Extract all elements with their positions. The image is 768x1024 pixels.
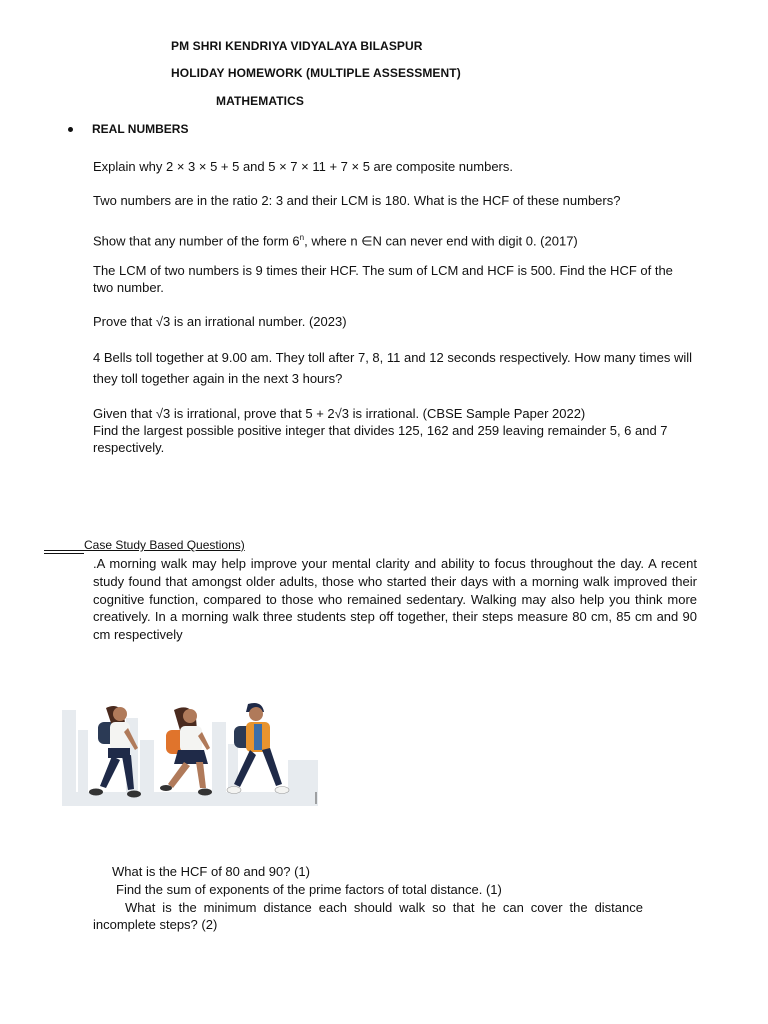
question-5: Prove that √3 is an irrational number. (2023)	[93, 314, 347, 329]
question-2: Two numbers are in the ratio 2: 3 and their LCM is 180. What is the HCF of these numbers?	[93, 193, 621, 208]
question-7: Given that √3 is irrational, prove that 5 + 2√3 is irrational. (CBSE Sample Paper 2022)	[93, 406, 586, 421]
case-study-paragraph	[93, 555, 697, 644]
question-4: The LCM of two numbers is 9 times their HCF. The sum of LCM and HCF is 500. Find the HCF of the two number.	[93, 263, 673, 295]
section-heading	[68, 122, 188, 136]
subject-title: MATHEMATICS	[216, 94, 304, 108]
case-study-title: Case Study Based Questions)	[84, 538, 245, 552]
question-3-text-b: , where n ∈N can never end with digit 0. (2017)	[304, 233, 578, 249]
case-study-lead: .	[93, 556, 97, 571]
question-3-superscript: n	[299, 233, 305, 242]
section-title: REAL NUMBERS	[92, 122, 189, 136]
student-middle	[160, 707, 212, 795]
question-6: 4 Bells toll together at 9.00 am. They toll after 7, 8, 11 and 12 seconds respectively. How many times will they toll together again in the next 3 hours?	[93, 350, 693, 386]
school-name: PM SHRI KENDRIYA VIDYALAYA BILASPUR	[171, 39, 423, 53]
sub-question-1: What is the HCF of 80 and 90? (1)	[112, 864, 310, 879]
sub-question-2: Find the sum of exponents of the prime factors of total distance. (1)	[116, 882, 502, 897]
question-1: Explain why 2 × 3 × 5 + 5 and 5 × 7 × 11 + 7 × 5 are composite numbers.	[93, 159, 513, 174]
case-rule-bottom	[44, 553, 84, 554]
students-walking-illustration	[62, 700, 318, 806]
question-3-text-a: Show that any number of the form 6	[93, 233, 300, 249]
case-rule-top	[44, 550, 84, 551]
question-3	[93, 229, 693, 249]
sub-question-3: What is the minimum distance each should walk so that he can cover the distance incomplete steps? (2)	[93, 900, 643, 932]
homework-title: HOLIDAY HOMEWORK (MULTIPLE ASSESSMENT)	[171, 66, 461, 80]
case-study-text: A morning walk may help improve your mental clarity and ability to focus throughout the day. A recent study found that amongst older adults, those who started their days with a morning walk improved their cognitive function, compared to those who remained sedentary. Walking may also help you think more creatively. In a morning walk three students step off together, their steps measure 80 cm, 85 cm and 90 cm respectively	[93, 556, 697, 643]
bullet-icon	[68, 127, 73, 132]
question-8: Find the largest possible positive integer that divides 125, 162 and 259 leaving remainder 5, 6 and 7 respectively.	[93, 423, 668, 455]
